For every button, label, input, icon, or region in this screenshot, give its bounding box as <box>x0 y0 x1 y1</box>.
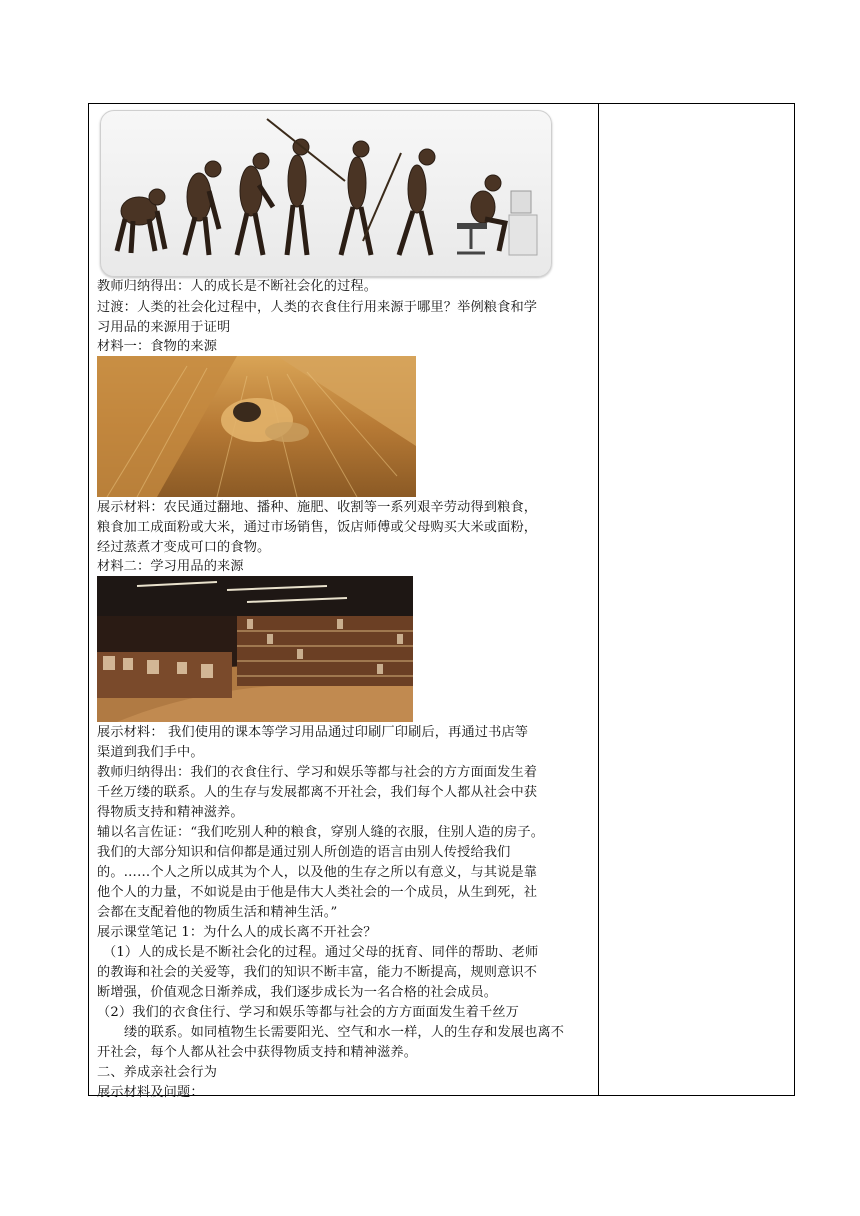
text-line: 会都在支配着他的物质生活和精神生活。” <box>97 905 338 920</box>
text-line: 展示材料：农民通过翻地、播种、施肥、收割等一系列艰辛劳动得到粮食， <box>97 500 538 515</box>
bookstore-photo <box>97 576 413 722</box>
lesson-table <box>88 103 795 1100</box>
text-line: 辅以名言佐证：“我们吃别人种的粮食，穿别人缝的衣服，住别人造的房子。 <box>97 825 545 840</box>
text-line: 展示材料： 我们使用的课本等学习用品通过印刷厂印刷后，再通过书店等 <box>97 725 529 740</box>
text-line: 的教诲和社会的关爱等，我们的知识不断丰富，能力不断提高，规则意识不 <box>97 965 538 980</box>
text-line: 得物质支持和精神滋养。 <box>97 805 244 820</box>
text-line: 习用品的来源用于证明 <box>97 320 231 335</box>
text-line: 二、养成亲社会行为 <box>97 1065 218 1080</box>
text-line: 缕的联系。如同植物生长需要阳光、空气和水一样，人的生存和发展也离不 <box>124 1025 565 1040</box>
text-line: 的。……个人之所以成其为个人，以及他的生存之所以有意义，与其说是靠 <box>97 865 538 880</box>
text-line: 渠道到我们手中。 <box>97 745 204 760</box>
text-line: 教师归纳得出：人的成长是不断社会化的过程。 <box>97 279 378 294</box>
section-heading: 展示材料及问题： <box>97 1085 204 1100</box>
text-line: 教师归纳得出：我们的衣食住行、学习和娱乐等都与社会的方方面面发生着 <box>97 765 538 780</box>
text-line: 材料一：食物的来源 <box>97 339 218 354</box>
text-line: （1）人的成长是不断社会化的过程。通过父母的抚育、同伴的帮助、老师 <box>103 945 539 960</box>
evolution-illustration <box>101 111 551 276</box>
text-line: 经过蒸煮才变成可口的食物。 <box>97 540 271 555</box>
text-line: 他个人的力量，不如说是由于他是伟大人类社会的一个成员，从生到死，社 <box>97 885 538 900</box>
lesson-content-cell <box>89 104 597 1100</box>
text-line: 材料二：学习用品的来源 <box>97 559 244 574</box>
text-line: 断增强，价值观念日渐养成，我们逐步成长为一名合格的社会成员。 <box>97 985 498 1000</box>
text-line: 展示课堂笔记 1：为什么人的成长离不开社会？ <box>97 925 377 940</box>
harvest-photo <box>97 356 416 497</box>
bookstore-image <box>97 576 413 722</box>
text-line: 开社会，每个人都从社会中获得物质支持和精神滋养。 <box>97 1045 418 1060</box>
text-line: 过渡：人类的社会化过程中，人类的衣食住行用来源于哪里？举例粮食和学 <box>97 300 538 315</box>
text-line: 粮食加工成面粉或大米，通过市场销售，饭店师傅或父母购买大米或面粉， <box>97 520 538 535</box>
harvest-image <box>97 356 416 497</box>
evolution-image <box>100 110 552 277</box>
text-line: （2）我们的衣食住行、学习和娱乐等都与社会的方方面面发生着千丝万 <box>97 1005 519 1020</box>
text-line: 我们的大部分知识和信仰都是通过别人所创造的语言由别人传授给我们 <box>97 845 511 860</box>
text-line: 千丝万缕的联系。人的生存与发展都离不开社会，我们每个人都从社会中获 <box>97 785 538 800</box>
